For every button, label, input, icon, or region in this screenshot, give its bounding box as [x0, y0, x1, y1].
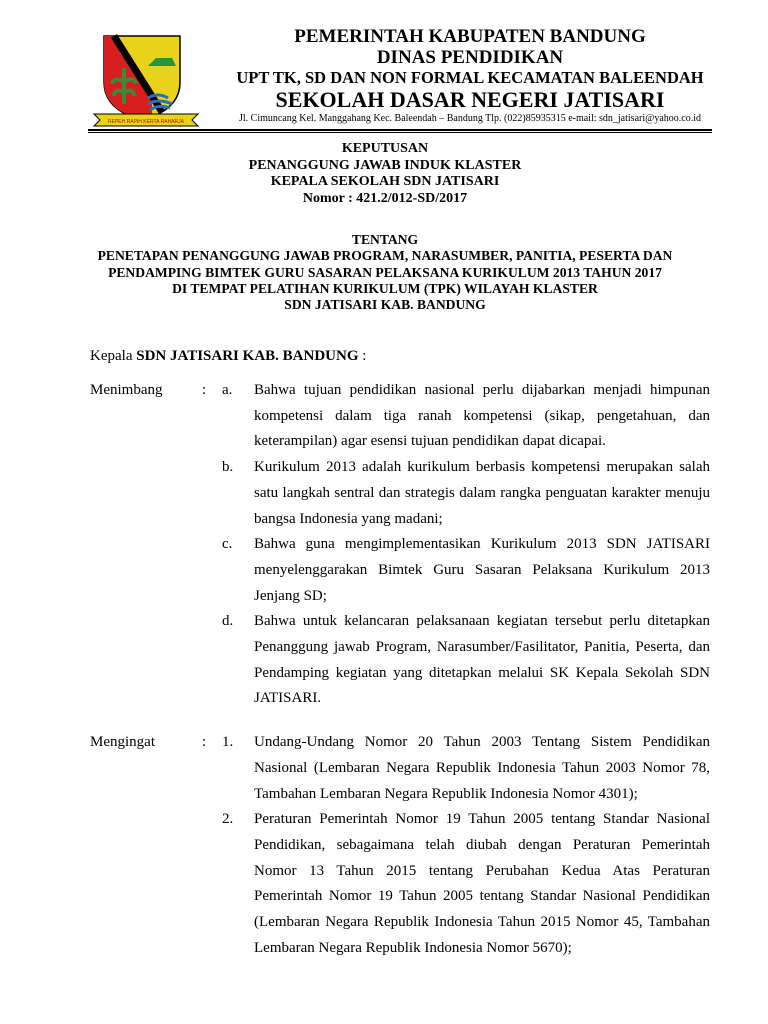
letterhead-government: PEMERINTAH KABUPATEN BANDUNG [294, 26, 646, 47]
item-text: Bahwa untuk kelancaran pelaksanaan kegiatan tersebut perlu ditetapkan Penanggung jawab Program, Narasumber/Fasilitator, Panitia, Peserta, dan Pendamping kegiatan yang ditetapkan melalui SK Kepala Sekolah SDN JATISARI. [254, 613, 710, 707]
section-label: Mengingat [90, 734, 155, 751]
menimbang-section [90, 378, 710, 712]
item-marker: a. [222, 382, 233, 398]
kabupaten-bandung-logo [92, 32, 202, 128]
subject-line: PENDAMPING BIMTEK GURU SASARAN PELAKSANA KURIKULUM 2013 TAHUN 2017 [108, 264, 662, 280]
letterhead-unit: UPT TK, SD DAN NON FORMAL KECAMATAN BALEENDAH [236, 68, 704, 87]
mengingat-section [90, 730, 710, 961]
decree-line: PENANGGUNG JAWAB INDUK KLASTER [248, 157, 522, 173]
list-item [90, 532, 710, 609]
item-text: Peraturan Pemerintah Nomor 19 Tahun 2005 tentang Standar Nasional Pendidikan, sebagaimana telah diubah dengan Peraturan Pemerintah Nomor 13 Tahun 2015 tentang Perubahan Kedua Atas Peraturan Pemerintah Nomor 19 Tahun 2005 tentang Standar Nasional Pendidikan (Lembaran Negara Republik Indonesia Tahun 2015 Nomor 45, Tambahan Lembaran Negara Republik Indonesia Nomor 5670); [254, 811, 710, 956]
list-item [90, 609, 710, 712]
item-marker: d. [222, 613, 234, 630]
item-marker: c. [222, 536, 233, 553]
item-marker: b. [222, 459, 234, 476]
letterhead [215, 26, 725, 125]
opening-suffix: : [358, 348, 367, 364]
decree-line: KEPALA SEKOLAH SDN JATISARI [270, 174, 500, 190]
subject-line: TENTANG [351, 232, 419, 247]
section-colon: : [202, 734, 207, 751]
item-text: Kurikulum 2013 adalah kurikulum berbasis kompetensi merupakan salah satu langkah sentral dan strategis dalam rangka penguatan karakter menuju bangsa Indonesia yang madani; [254, 459, 710, 527]
svg-text:REPEH RAPIH KERTA RAHARJA: REPEH RAPIH KERTA RAHARJA [108, 119, 184, 125]
item-marker: 1. [222, 734, 234, 751]
opening-prefix: Kepala [90, 348, 137, 364]
section-label: Menimbang [90, 382, 163, 398]
letterhead-address: Jl. Cimuncang Kel. Manggahang Kec. Baleendah – Bandung Tlp. (022)85935315 e-mail: sdn_jatisari@yahoo.co.id [239, 113, 701, 124]
list-item [90, 455, 710, 532]
section-colon: : [202, 382, 207, 398]
decree-subject [70, 232, 700, 313]
subject-line: PENETAPAN PENANGGUNG JAWAB PROGRAM, NARASUMBER, PANITIA, PESERTA DAN [97, 248, 673, 264]
decree-line: KEPUTUSAN [341, 141, 429, 156]
letterhead-school: SEKOLAH DASAR NEGERI JATISARI [275, 87, 665, 112]
subject-line: SDN JATISARI KAB. BANDUNG [284, 297, 486, 313]
item-text: Bahwa guna mengimplementasikan Kurikulum 2013 SDN JATISARI menyelenggarakan Bimtek Guru Sasaran Pelaksana Kurikulum 2013 Jenjang SD; [254, 536, 710, 604]
item-marker: 2. [222, 811, 234, 828]
letterhead-divider [88, 129, 712, 133]
opening-school: SDN JATISARI KAB. BANDUNG [136, 348, 359, 364]
list-item [90, 378, 710, 455]
decree-number: Nomor : 421.2/012-SD/2017 [302, 191, 468, 207]
opening-line [90, 346, 366, 366]
list-item [90, 730, 710, 807]
item-text: Undang-Undang Nomor 20 Tahun 2003 Tentang Sistem Pendidikan Nasional (Lembaran Negara Republik Indonesia Tahun 2003 Nomor 78, Tambahan Lembaran Negara Republik Indonesia Nomor 4301); [254, 734, 710, 802]
list-item [90, 807, 710, 961]
item-text: Bahwa tujuan pendidikan nasional perlu dijabarkan menjadi himpunan kompetensi dalam tiga ranah kompetensi (sikap, pengetahuan, dan keterampilan) agar esensi tujuan pendidikan dapat dicapai. [254, 382, 710, 450]
decree-body [90, 378, 710, 961]
decree-title [70, 141, 700, 208]
subject-line: DI TEMPAT PELATIHAN KURIKULUM (TPK) WILAYAH KLASTER [172, 280, 598, 296]
letterhead-office: DINAS PENDIDIKAN [376, 47, 564, 68]
